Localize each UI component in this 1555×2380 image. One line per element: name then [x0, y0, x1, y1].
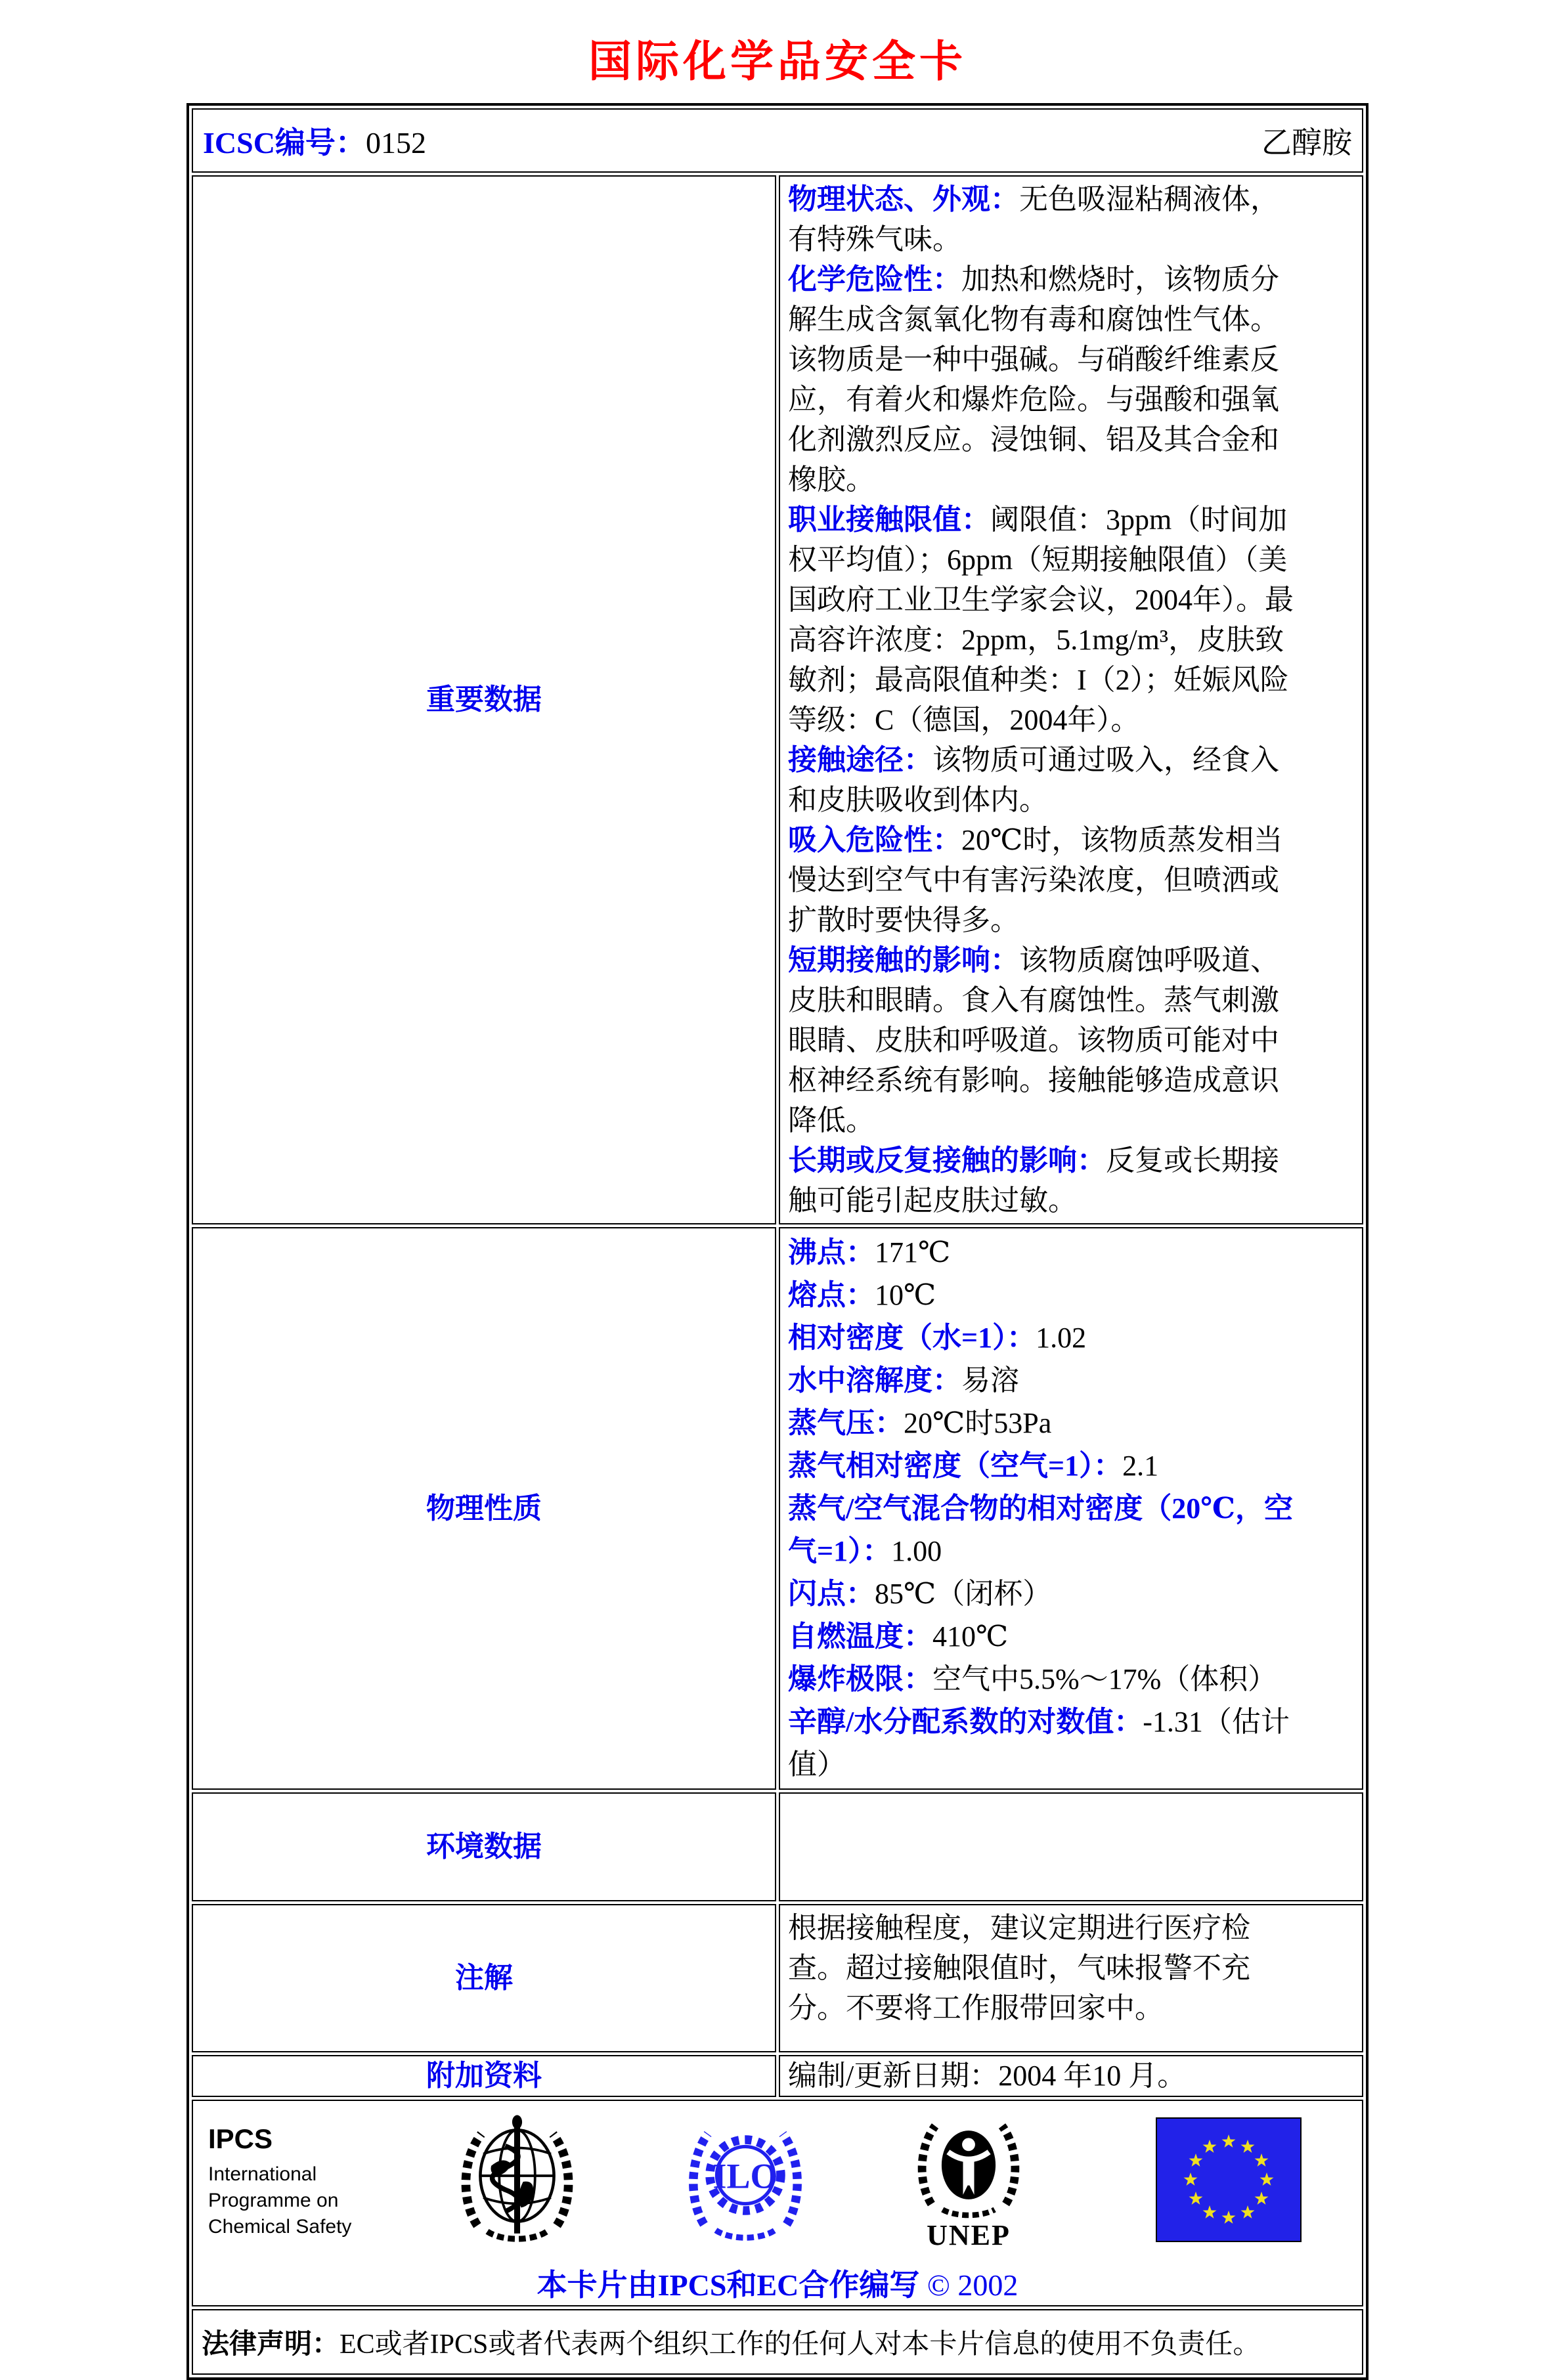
- ipcs-text-block: IPCS International Programme on Chemical Safety: [208, 2123, 371, 2240]
- field-physical-state: 物理状态、外观：无色吸湿粘稠液体，有特殊气味。: [788, 183, 1279, 255]
- unep-label: UNEP: [927, 2219, 1011, 2251]
- prop-explosive-limits: 爆炸极限：空气中5.5%～17%（体积）: [788, 1663, 1277, 1695]
- legal-row: [192, 2309, 1363, 2375]
- prop-boiling-point: 沸点：171℃: [788, 1236, 951, 1268]
- prop-flash-point: 闪点：85℃（闭杯）: [788, 1578, 1052, 1610]
- important-data-row: [192, 175, 1363, 1224]
- header-cell: [192, 108, 1363, 173]
- prop-octanol-water: 辛醇/水分配系数的对数值：-1.31（估计值）: [788, 1706, 1290, 1781]
- ilo-letters: ILO: [712, 2156, 778, 2196]
- icsc-number-value: 0152: [365, 126, 426, 160]
- header-row: [192, 108, 1363, 173]
- notes-content: 根据接触程度，建议定期进行医疗检查。超过接触限值时，气味报警不充分。不要将工作服带回家中。: [779, 1904, 1363, 2052]
- logos-cell: [192, 2100, 1363, 2306]
- field-occupational-limits: 职业接触限值：阈限值：3ppm（时间加权平均值）；6ppm（短期接触限值）（美国政府工业卫生学家会议，2004年）。最高容许浓度：2ppm，5.1mg/m³，皮肤致敏剂；最高限值种类：I（2）；妊娠风险等级：C（德国，2004年）。: [788, 504, 1294, 736]
- caption-text: 本卡片由IPCS和EC合作编写: [537, 2268, 920, 2302]
- legal-label: 法律声明：: [202, 2329, 340, 2360]
- who-logo-icon: [456, 2114, 578, 2249]
- notes-label: 注解: [192, 1904, 776, 2052]
- prop-vapor-air-density: 蒸气/空气混合物的相对密度（20℃，空气=1）：1.00: [788, 1492, 1293, 1567]
- environment-content: [779, 1792, 1363, 1901]
- legal-text: EC或者IPCS或者代表两个组织工作的任何人对本卡片信息的使用不负责任。: [339, 2329, 1261, 2360]
- additional-info-content: 编制/更新日期：2004 年10 月。: [779, 2055, 1363, 2097]
- physical-properties-row: [192, 1227, 1363, 1790]
- physical-properties-label: 物理性质: [192, 1227, 776, 1790]
- field-short-term-effects: 短期接触的影响：该物质腐蚀呼吸道、皮肤和眼睛。食入有腐蚀性。蒸气刺激眼睛、皮肤和呼吸道。该物质可能对中枢神经系统有影响。接触能够造成意识降低。: [788, 944, 1279, 1136]
- legal-cell: [192, 2309, 1363, 2375]
- prop-relative-density: 相对密度（水=1）：1.02: [788, 1322, 1087, 1354]
- prop-water-solubility: 水中溶解度：易溶: [788, 1364, 1019, 1396]
- icsc-card-table: [186, 103, 1369, 2380]
- prop-vapor-density: 蒸气相对密度（空气=1）：2.1: [788, 1450, 1159, 1482]
- field-exposure-routes: 接触途径：该物质可通过吸入，经食入和皮肤吸收到体内。: [788, 744, 1279, 816]
- important-data-label: 重要数据: [192, 175, 776, 1224]
- notes-row: [192, 1904, 1363, 2052]
- additional-info-label: 附加资料: [192, 2055, 776, 2097]
- ipcs-title: IPCS: [208, 2123, 273, 2154]
- cooperation-caption: [194, 2261, 1361, 2304]
- unep-logo-icon: [913, 2111, 1024, 2252]
- prop-autoignition: 自燃温度：410℃: [788, 1620, 1009, 1653]
- copyright-text: © 2002: [927, 2268, 1018, 2302]
- prop-vapor-pressure: 蒸气压：20℃时53Pa: [788, 1407, 1052, 1439]
- eu-flag-icon: [1156, 2117, 1302, 2245]
- physical-properties-content: [779, 1227, 1363, 1790]
- environment-row: [192, 1792, 1363, 1901]
- additional-info-row: [192, 2055, 1363, 2097]
- field-inhalation-risk: 吸入危险性：20℃时，该物质蒸发相当慢达到空气中有害污染浓度，但喷洒或扩散时要快得多。: [788, 824, 1283, 936]
- field-chemical-danger: 化学危险性：加热和燃烧时，该物质分解生成含氮氧化物有毒和腐蚀性气体。该物质是一种中强碱。与硝酸纤维素反应，有着火和爆炸危险。与强酸和强氧化剂激烈反应。浸蚀铜、铝及其合金和橡胶。: [788, 263, 1279, 496]
- icsc-number-label: ICSC编号：: [203, 126, 366, 160]
- icsc-number-group: [203, 119, 426, 162]
- logos-row: [192, 2100, 1363, 2306]
- page-title: 国际化学品安全卡: [588, 38, 967, 86]
- ilo-logo-icon: [686, 2116, 804, 2247]
- chemical-name: 乙醇胺: [1261, 126, 1352, 160]
- field-long-term-effects: 长期或反复接触的影响：反复或长期接触可能引起皮肤过敏。: [788, 1144, 1279, 1217]
- prop-melting-point: 熔点：10℃: [788, 1279, 936, 1311]
- important-data-content: [779, 175, 1363, 1224]
- environment-label: 环境数据: [192, 1792, 776, 1901]
- icsc-document: [0, 26, 1555, 2380]
